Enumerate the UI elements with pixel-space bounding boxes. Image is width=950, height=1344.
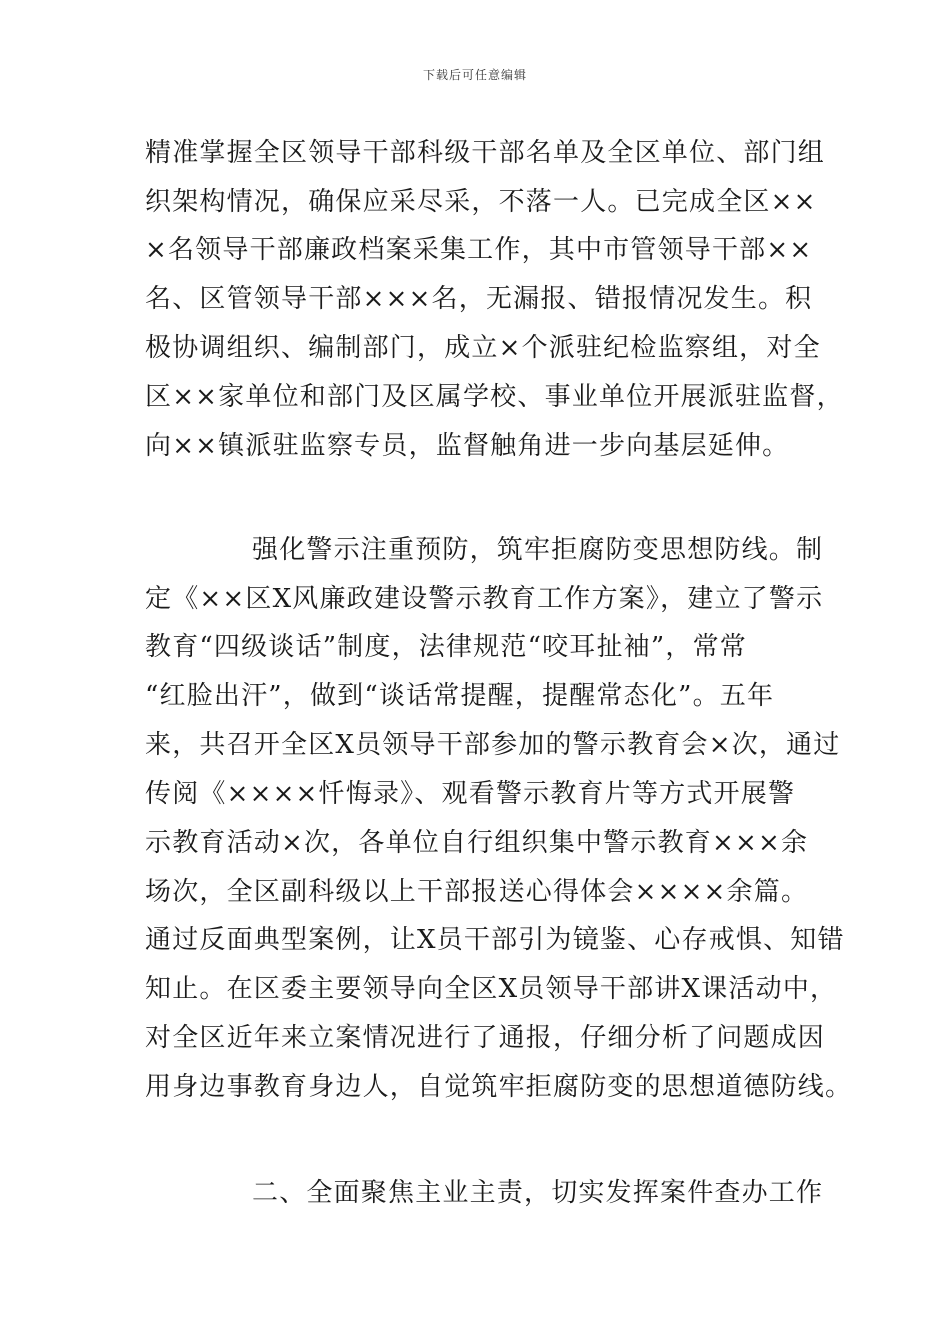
- paragraph-line: 极协调组织、编制部门，成立×个派驻纪检监察组，对全: [145, 333, 821, 363]
- paragraph-line: 强化警示注重预防，筑牢拒腐防变思想防线。制: [252, 535, 824, 565]
- paragraph-line: 名、区管领导干部×××名，无漏报、错报情况发生。积: [145, 284, 813, 314]
- paragraph-line: 来，共召开全区X员领导干部参加的警示教育会×次，通过: [145, 730, 841, 760]
- paragraph-line: ×名领导干部廉政档案采集工作，其中市管领导干部××: [145, 235, 813, 265]
- paragraph-line: “红脸出汗”，做到“谈话常提醒，提醒常态化”。五年: [145, 681, 775, 711]
- paragraph-line: 精准掌握全区领导干部科级干部名单及全区单位、部门组: [145, 138, 826, 168]
- paragraph-line: 织架构情况，确保应采尽采，不落一人。已完成全区××: [145, 187, 817, 217]
- paragraph-line: 传阅《××××忏悔录》、观看警示教育片等方式开展警: [145, 779, 796, 809]
- paragraph-line: 定《××区X风廉政建设警示教育工作方案》，建立了警示: [145, 584, 824, 614]
- paragraph-line: 示教育活动×次，各单位自行组织集中警示教育×××余: [145, 828, 809, 858]
- paragraph-line: 知止。在区委主要领导向全区X员领导干部讲X课活动中，: [145, 974, 838, 1004]
- paragraph-line: 通过反面典型案例，让X员干部引为镜鉴、心存戒惧、知错: [145, 925, 845, 955]
- paragraph-line: 场次，全区副科级以上干部报送心得体会××××余篇。: [145, 877, 809, 907]
- paragraph-line: 教育“四级谈话”制度，法律规范“咬耳扯袖”，常常: [145, 632, 747, 662]
- paragraph-line: 向××镇派驻监察专员，监督触角进一步向基层延伸。: [145, 431, 790, 461]
- paragraph-line: 对全区近年来立案情况进行了通报，仔细分析了问题成因: [145, 1023, 826, 1053]
- paragraph-line: 用身边事教育身边人，自觉筑牢拒腐防变的思想道德防线。: [145, 1072, 853, 1102]
- section-heading-text: 二、全面聚焦主业主责，切实发挥案件查办工作: [252, 1178, 824, 1208]
- paragraph-line: 区××家单位和部门及区属学校、事业单位开展派驻监督，: [145, 382, 844, 412]
- page-header: 下载后可任意编辑: [422, 68, 527, 82]
